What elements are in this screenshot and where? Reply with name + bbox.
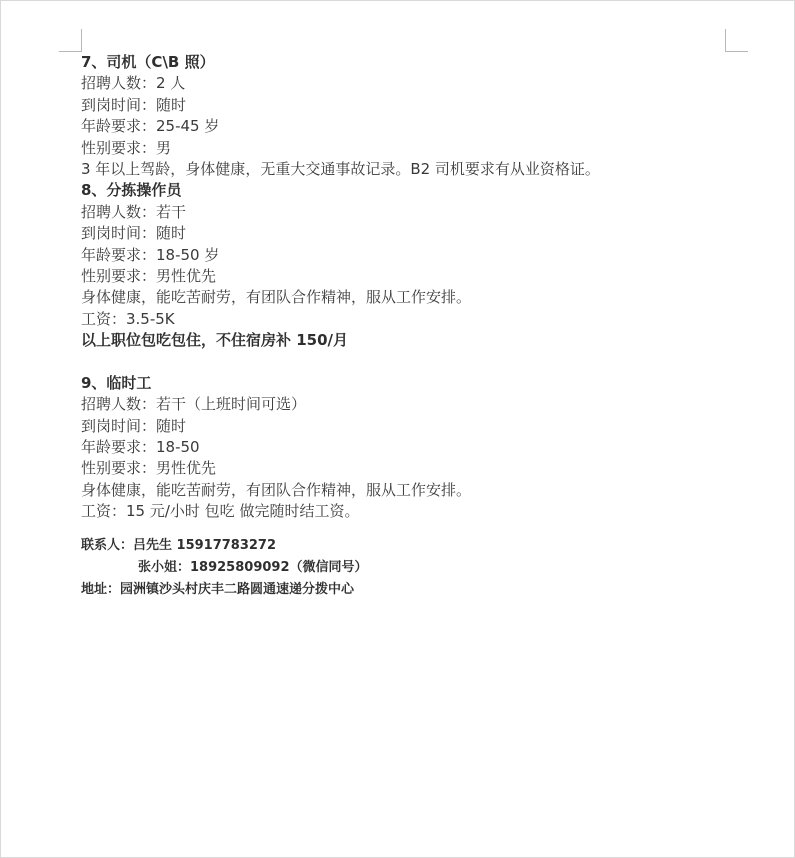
document-body	[81, 52, 731, 601]
temp-requirements: 身体健康，能吃苦耐劳，有团队合作精神，服从工作安排。	[81, 480, 472, 499]
section-title-sorter: 8、分拣操作员	[81, 181, 182, 200]
temp-start-time: 到岗时间：随时	[81, 416, 187, 435]
contact-person-2: 张小姐：18925809092（微信同号）	[138, 559, 368, 575]
margin-mark-top-left	[59, 29, 82, 52]
sorter-headcount: 招聘人数：若干	[81, 202, 187, 221]
benefit-note: 以上职位包吃包住，不住宿房补 150/月	[81, 331, 349, 350]
driver-requirements: 3 年以上驾龄，身体健康，无重大交通事故记录。B2 司机要求有从业资格证。	[81, 159, 600, 178]
sorter-salary: 工资：3.5-5K	[81, 309, 175, 328]
driver-start-time: 到岗时间：随时	[81, 95, 187, 114]
driver-headcount: 招聘人数：2 人	[81, 74, 186, 93]
sorter-requirements: 身体健康，能吃苦耐劳，有团队合作精神，服从工作安排。	[81, 288, 472, 307]
contact-person-1: 联系人：吕先生 15917783272	[81, 537, 277, 553]
driver-gender: 性别要求：男	[81, 138, 172, 157]
temp-gender: 性别要求：男性优先	[81, 459, 217, 478]
section-title-driver: 7、司机（C\B 照）	[81, 53, 215, 71]
blank-line	[81, 351, 731, 372]
contact-block	[81, 535, 731, 601]
sorter-age: 年龄要求：18-50 岁	[81, 245, 220, 264]
temp-headcount: 招聘人数：若干（上班时间可选）	[81, 395, 307, 414]
sorter-start-time: 到岗时间：随时	[81, 224, 187, 243]
section-title-temp-worker: 9、临时工	[81, 373, 152, 392]
driver-age: 年龄要求：25-45 岁	[81, 117, 220, 136]
contact-address: 地址：园洲镇沙头村庆丰二路圆通速递分拨中心	[81, 581, 355, 597]
temp-salary: 工资：15 元/小时 包吃 做完随时结工资。	[81, 502, 360, 521]
sorter-gender: 性别要求：男性优先	[81, 266, 217, 285]
temp-age: 年龄要求：18-50	[81, 438, 200, 457]
margin-mark-top-right	[725, 29, 748, 52]
